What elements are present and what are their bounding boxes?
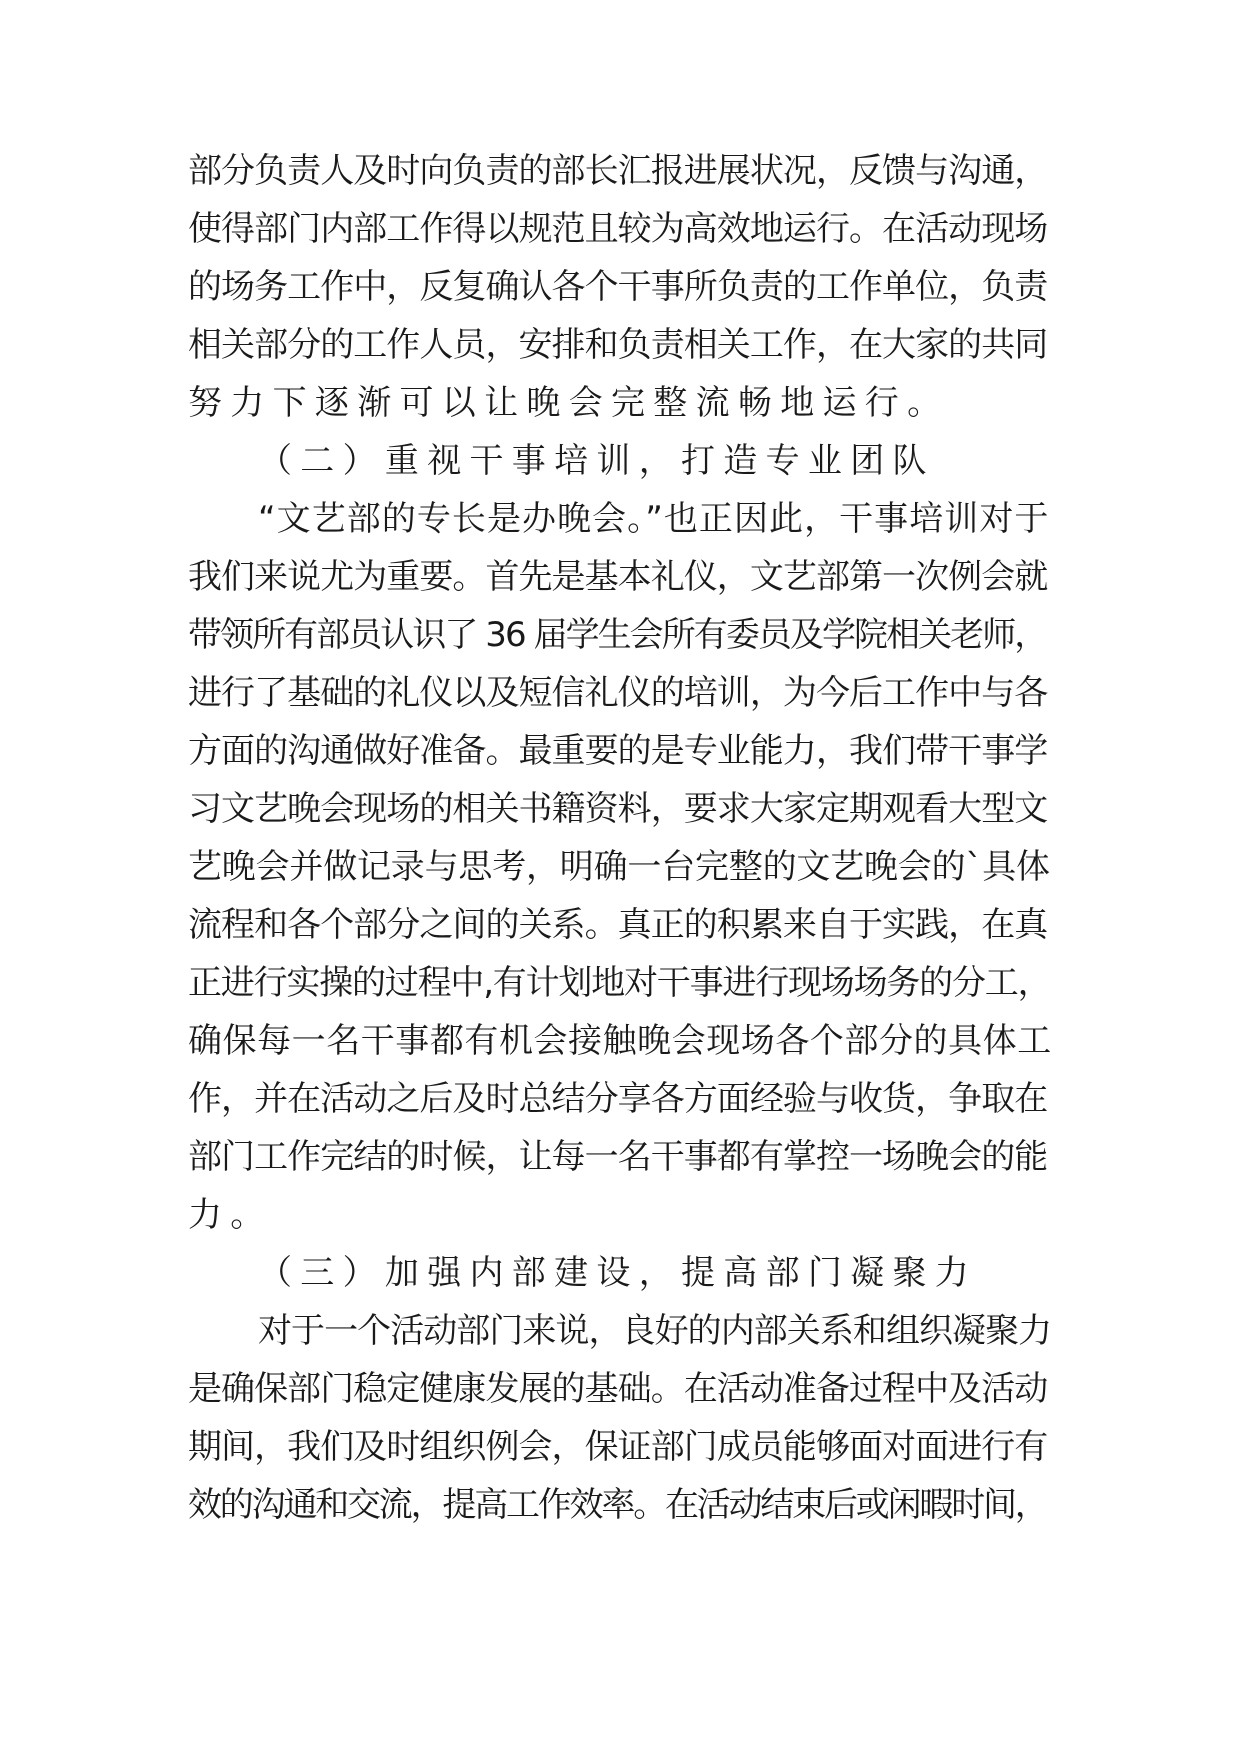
text-line: 效的沟通和交流，提高工作效率。在活动结束后或闲暇时间， <box>188 1485 1047 1525</box>
section-heading-2: （二）重视干事培训，打造专业团队 <box>258 441 935 481</box>
text-line: 确保每一名干事都有机会接触晚会现场各个部分的具体工 <box>188 1021 1052 1061</box>
text-line: 部分负责人及时向负责的部长汇报进展状况，反馈与沟通， <box>188 151 1048 191</box>
text-line: 的场务工作中，反复确认各个干事所负责的工作单位，负责 <box>188 267 1048 307</box>
text-line: 对于一个活动部门来说，良好的内部关系和组织凝聚力 <box>258 1311 1052 1351</box>
section-heading-3: （三）加强内部建设，提高部门凝聚力 <box>258 1253 978 1293</box>
text-line: 流程和各个部分之间的关系。真正的积累来自于实践，在真 <box>188 905 1048 945</box>
text-line: 进行了基础的礼仪以及短信礼仪的培训，为今后工作中与各 <box>188 673 1048 713</box>
text-line: 作，并在活动之后及时总结分享各方面经验与收货，争取在 <box>188 1079 1048 1119</box>
text-line: 期间，我们及时组织例会，保证部门成员能够面对面进行有 <box>188 1427 1048 1467</box>
text-line: 正进行实操的过程中,有计划地对干事进行现场场务的分工， <box>188 963 1051 1003</box>
text-line: “文艺部的专长是办晚会。”也正因此，干事培训对于 <box>258 499 1050 539</box>
text-line: 习文艺晚会现场的相关书籍资料，要求大家定期观看大型文 <box>188 789 1048 829</box>
text-line: 艺晚会并做记录与思考，明确一台完整的文艺晚会的`具体 <box>188 847 1050 887</box>
text-line: 相关部分的工作人员，安排和负责相关工作，在大家的共同 <box>188 325 1048 365</box>
text-line: 力。 <box>188 1195 273 1235</box>
text-line: 是确保部门稳定健康发展的基础。在活动准备过程中及活动 <box>188 1369 1048 1409</box>
text-line: 带领所有部员认识了 36 届学生会所有委员及学院相关老师， <box>188 615 1047 655</box>
text-line: 方面的沟通做好准备。最重要的是专业能力，我们带干事学 <box>188 731 1048 771</box>
text-line: 我们来说尤为重要。首先是基本礼仪，文艺部第一次例会就 <box>188 557 1048 597</box>
text-line: 使得部门内部工作得以规范且较为高效地运行。在活动现场 <box>188 209 1048 249</box>
text-line: 部门工作完结的时候，让每一名干事都有掌控一场晚会的能 <box>188 1137 1048 1177</box>
text-line: 努力下逐渐可以让晚会完整流畅地运行。 <box>188 383 950 423</box>
